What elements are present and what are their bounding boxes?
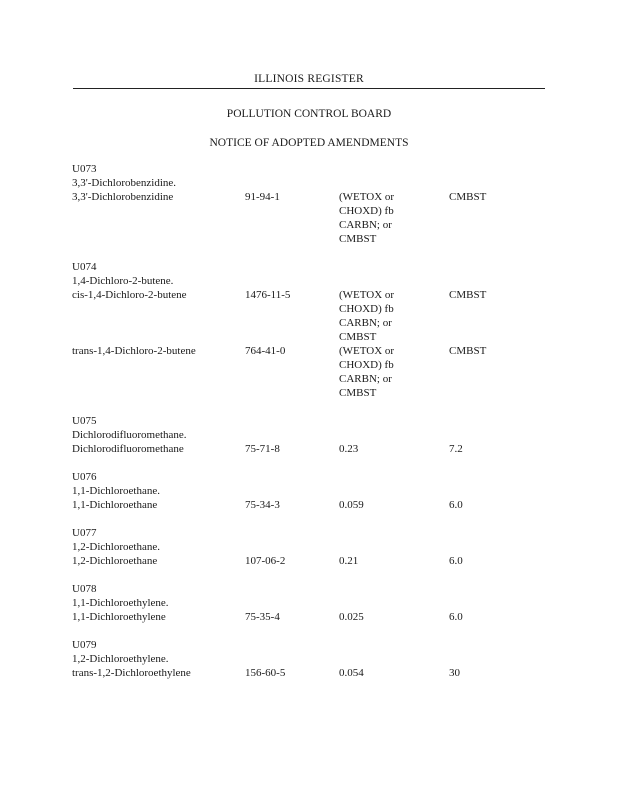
table-row (72, 498, 552, 512)
board-title: POLLUTION CONTROL BOARD (226, 108, 392, 120)
wastewater-standard-line: CHOXD) fb (339, 359, 394, 371)
wastewater-standard-line: CMBST (339, 233, 377, 245)
wastewater-standard-line: (WETOX or (339, 345, 395, 357)
wastewater-standard (339, 666, 364, 680)
waste-description: 1,2-Dichloroethylene. (72, 653, 169, 665)
waste-entry (72, 414, 552, 456)
wastewater-standard-line: CHOXD) fb (339, 303, 394, 315)
wastewater-standard-line: CARBN; or (339, 317, 392, 329)
wastewater-standard (339, 610, 364, 624)
wastewater-standard (339, 442, 358, 456)
waste-entry (72, 582, 552, 624)
wastewater-standard-line: CARBN; or (339, 219, 392, 231)
constituent-name: cis-1,4-Dichloro-2-butene (72, 289, 187, 301)
wastewater-standard-line: 0.025 (339, 611, 364, 623)
wastewater-standard-line: CMBST (339, 331, 377, 343)
register-title: ILLINOIS REGISTER (254, 73, 364, 85)
waste-code: U076 (72, 471, 97, 483)
wastewater-standard-line: (WETOX or (339, 289, 395, 301)
waste-code: U075 (72, 415, 97, 427)
nonwastewater-standard: CMBST (449, 345, 487, 357)
waste-code: U077 (72, 527, 97, 539)
cas-number: 764-41-0 (245, 345, 286, 357)
table-row (72, 554, 552, 568)
table-row (72, 190, 552, 246)
waste-description: Dichlorodifluoromethane. (72, 429, 187, 441)
waste-code: U079 (72, 639, 97, 651)
waste-code: U074 (72, 261, 97, 273)
constituent-name: Dichlorodifluoromethane (72, 443, 184, 455)
constituent-name: trans-1,2-Dichloroethylene (72, 667, 191, 679)
table-row (72, 666, 552, 680)
wastewater-standard-line: 0.23 (339, 443, 359, 455)
table-row (72, 442, 552, 456)
wastewater-standard (339, 288, 394, 344)
nonwastewater-standard: CMBST (449, 191, 487, 203)
nonwastewater-standard: 6.0 (449, 499, 463, 511)
wastewater-standard (339, 190, 394, 246)
wastewater-standard-line: 0.059 (339, 499, 364, 511)
nonwastewater-standard: 30 (449, 667, 460, 679)
nonwastewater-standard: CMBST (449, 289, 487, 301)
waste-code: U078 (72, 583, 97, 595)
waste-entry (72, 470, 552, 512)
nonwastewater-standard: 7.2 (449, 443, 463, 455)
wastewater-standard-line: CMBST (339, 387, 377, 399)
wastewater-standard-line: 0.054 (339, 667, 364, 679)
waste-description: 1,4-Dichloro-2-butene. (72, 275, 174, 287)
waste-code: U073 (72, 163, 97, 175)
constituent-name: 1,1-Dichloroethylene (72, 611, 166, 623)
waste-description: 1,1-Dichloroethylene. (72, 597, 169, 609)
waste-description: 1,2-Dichloroethane. (72, 541, 160, 553)
wastewater-standard-line: 0.21 (339, 555, 359, 567)
nonwastewater-standard: 6.0 (449, 555, 463, 567)
wastewater-standard (339, 554, 358, 568)
waste-entry (72, 526, 552, 568)
waste-description: 3,3'-Dichlorobenzidine. (72, 177, 177, 189)
wastewater-standard (339, 498, 364, 512)
constituent-name: trans-1,4-Dichloro-2-butene (72, 345, 196, 357)
wastewater-standard (339, 344, 394, 400)
waste-code-table (72, 162, 552, 694)
cas-number: 107-06-2 (245, 555, 286, 567)
waste-entry (72, 638, 552, 680)
wastewater-standard-line: CARBN; or (339, 373, 392, 385)
cas-number: 75-34-3 (245, 499, 280, 511)
cas-number: 75-71-8 (245, 443, 280, 455)
waste-entry (72, 260, 552, 400)
cas-number: 75-35-4 (245, 611, 280, 623)
wastewater-standard-line: (WETOX or (339, 191, 395, 203)
wastewater-standard-line: CHOXD) fb (339, 205, 394, 217)
cas-number: 156-60-5 (245, 667, 286, 679)
table-row (72, 344, 552, 400)
constituent-name: 1,2-Dichloroethane (72, 555, 158, 567)
table-row (72, 610, 552, 624)
cas-number: 91-94-1 (245, 191, 280, 203)
header-rule (73, 88, 545, 89)
notice-title: NOTICE OF ADOPTED AMENDMENTS (209, 137, 409, 149)
constituent-name: 3,3'-Dichlorobenzidine (72, 191, 174, 203)
nonwastewater-standard: 6.0 (449, 611, 463, 623)
cas-number: 1476-11-5 (245, 289, 291, 301)
constituent-name: 1,1-Dichloroethane (72, 499, 158, 511)
waste-entry (72, 162, 552, 246)
table-row (72, 288, 552, 344)
waste-description: 1,1-Dichloroethane. (72, 485, 160, 497)
